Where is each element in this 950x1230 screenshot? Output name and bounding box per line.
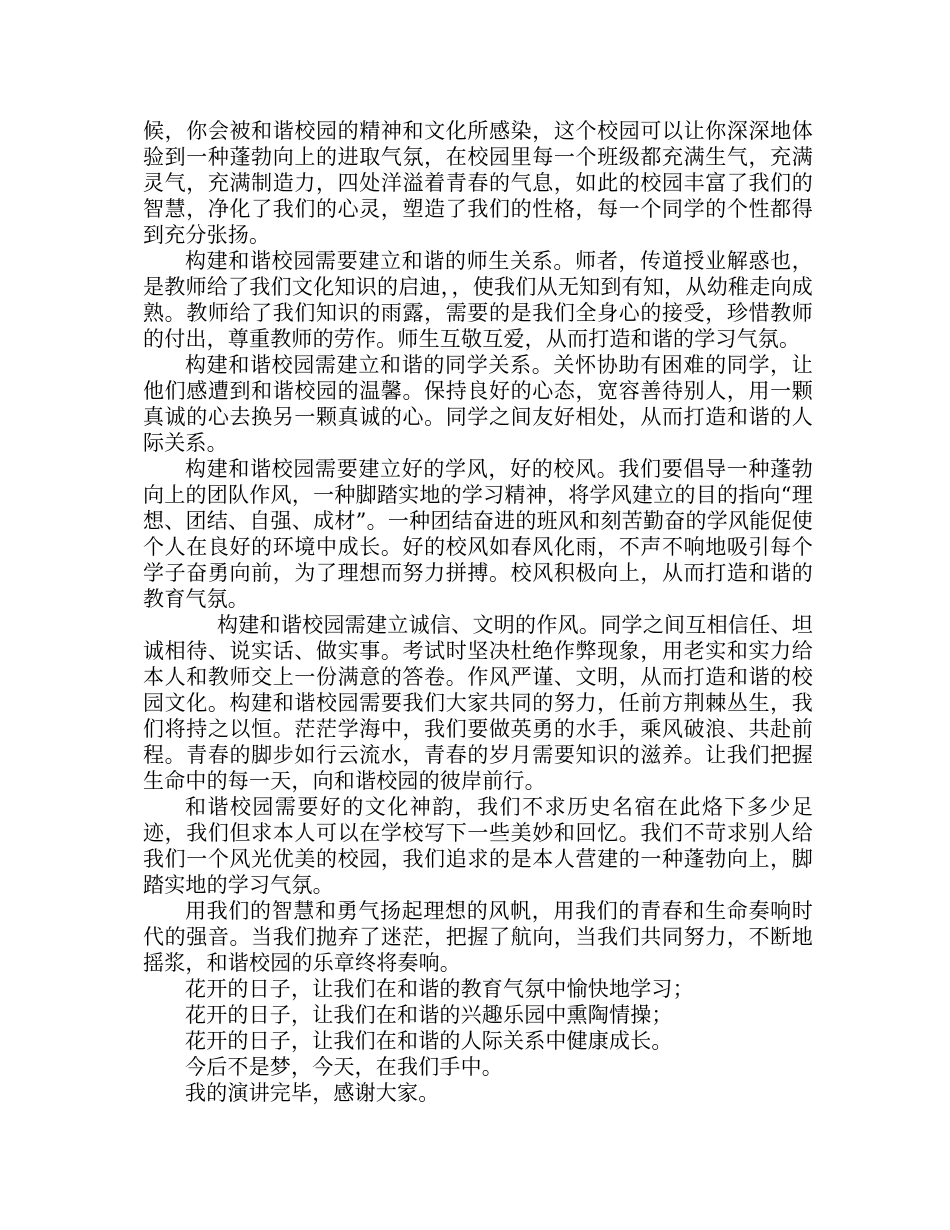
paragraph-continuation: 候，你会被和谐校园的精神和文化所感染，这个校园可以让你深深地体验到一种蓬勃向上的进取气氛，在校园里每一个班级都充满生气，充满灵气，充满制造力，四处洋溢着青春的气息，如此的校园丰富了我们的智慧，净化了我们的心灵，塑造了我们的性格，每一个同学的个性都得到充分张扬。 bbox=[143, 119, 813, 247]
paragraph-integrity: 构建和谐校园需建立诚信、文明的作风。同学之间互相信任、坦诚相待、说实话、做实事。考试时坚决杜绝作弊现象，用老实和实力给本人和教师交上一份满意的答卷。作风严谨、文明，从而打造和谐的校园文化。构建和谐校园需要我们大家共同的努力，任前方荆棘丛生，我们将持之以恒。茫茫学海中，我们要做英勇的水手，乘风破浪、共赴前程。青春的脚步如行云流水，青春的岁月需要知识的滋养。让我们把握生命中的每一天，向和谐校园的彼岸前行。 bbox=[143, 613, 813, 793]
paragraph-study-style: 构建和谐校园需要建立好的学风，好的校风。我们要倡导一种蓬勃向上的团队作风，一种脚踏实地的学习精神，将学风建立的目的指向“理想、团结、自强、成材”。一种团结奋进的班风和刻苦勤奋的学风能促使个人在良好的环境中成长。好的校风如春风化雨，不声不响地吸引每个学子奋勇向前，为了理想而努力拼搏。校风积极向上，从而打造和谐的教育气氛。 bbox=[143, 457, 813, 611]
paragraph-teacher-student: 构建和谐校园需要建立和谐的师生关系。师者，传道授业解惑也，是教师给了我们文化知识的启迪，，使我们从无知到有知，从幼稚走向成熟。教师给了我们知识的雨露，需要的是我们全身心的接受，珍惜教师的付出，尊重教师的劳作。师生互敬互爱，从而打造和谐的学习气氛。 bbox=[143, 249, 813, 351]
paragraph-classmates: 构建和谐校园需建立和谐的同学关系。关怀协助有困难的同学，让他们感遭到和谐校园的温馨。保持良好的心态，宽容善待别人，用一颗真诚的心去换另一颗真诚的心。同学之间友好相处，从而打造和谐的人际关系。 bbox=[143, 353, 813, 455]
line-blossom-1: 花开的日子，让我们在和谐的教育气氛中愉快地学习； bbox=[185, 977, 694, 1001]
line-future: 今后不是梦，今天，在我们手中。 bbox=[185, 1055, 503, 1079]
paragraph-wisdom: 用我们的智慧和勇气扬起理想的风帆，用我们的青春和生命奏响时代的强音。当我们抛弃了迷茫，把握了航向，当我们共同努力，不断地摇浆，和谐校园的乐章终将奏响。 bbox=[143, 899, 813, 975]
line-closing: 我的演讲完毕，感谢大家。 bbox=[185, 1081, 440, 1105]
line-blossom-3: 花开的日子，让我们在和谐的人际关系中健康成长。 bbox=[185, 1029, 673, 1053]
paragraph-culture: 和谐校园需要好的文化神韵，我们不求历史名宿在此烙下多少足迹，我们但求本人可以在学校写下一些美妙和回忆。我们不苛求别人给我们一个风光优美的校园，我们追求的是本人营建的一种蓬勃向上，脚踏实地的学习气氛。 bbox=[143, 795, 813, 897]
speech-body bbox=[143, 118, 813, 1106]
line-blossom-2: 花开的日子，让我们在和谐的兴趣乐园中熏陶情操； bbox=[185, 1003, 673, 1027]
